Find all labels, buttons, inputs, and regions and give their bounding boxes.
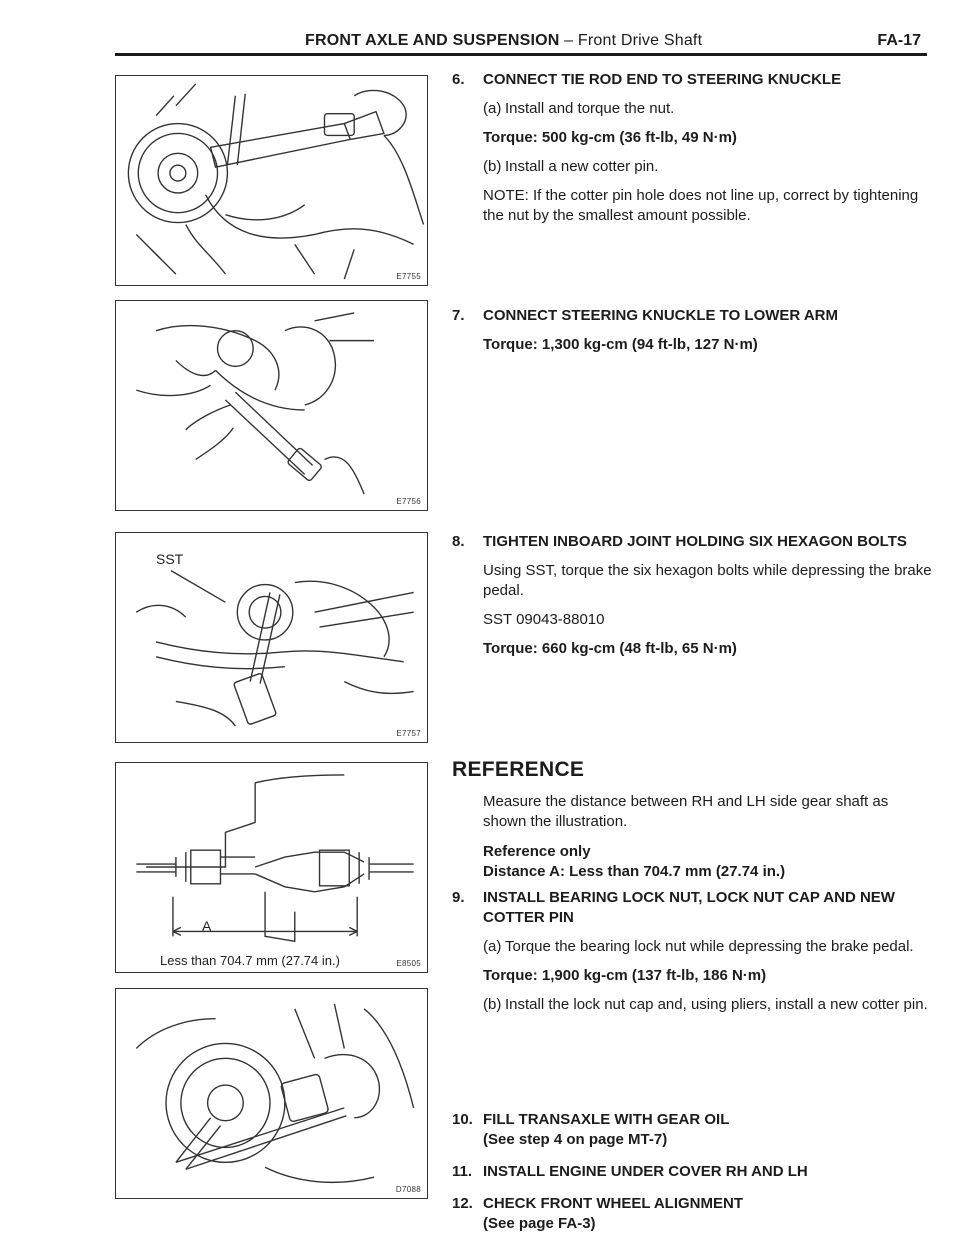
step-10 <box>452 1110 932 1150</box>
step-number: 10. <box>452 1111 473 1128</box>
step-text: Using SST, torque the six hexagon bolts while depressing the brake pedal. <box>483 562 932 599</box>
step-number: 8. <box>452 533 465 550</box>
step-reference: (See page FA-3) <box>483 1215 596 1232</box>
torque-spec: Torque: 660 kg-cm (48 ft-lb, 65 N·m) <box>483 640 737 657</box>
reference-section <box>452 792 932 882</box>
figure-inboard-joint-sst <box>115 532 428 743</box>
substep-a <box>483 99 932 119</box>
torque-spec: Torque: 500 kg-cm (36 ft-lb, 49 N·m) <box>483 129 737 146</box>
figure-code: D7088 <box>395 1185 421 1194</box>
step-8 <box>452 532 932 659</box>
step-title: TIGHTEN INBOARD JOINT HOLDING SIX HEXAGON BOLTS <box>483 533 907 550</box>
distance-a-label: A <box>202 918 212 934</box>
step-12 <box>452 1194 932 1234</box>
figure-code: E7756 <box>396 497 421 506</box>
substep-a <box>483 937 932 957</box>
step-9 <box>452 888 932 1015</box>
step-title: INSTALL BEARING LOCK NUT, LOCK NUT CAP AND NEW COTTER PIN <box>483 889 895 926</box>
step-number: 11. <box>452 1163 473 1180</box>
substep-tag: (b) <box>483 158 502 175</box>
step-heading <box>452 306 932 326</box>
step-heading <box>452 1194 932 1234</box>
step-heading <box>452 1162 932 1182</box>
step-title: INSTALL ENGINE UNDER COVER RH AND LH <box>483 1163 808 1180</box>
reference-text: Measure the distance between RH and LH side gear shaft as shown the illustration. <box>483 793 889 830</box>
illustration-wrench-on-hub <box>116 76 427 285</box>
figure-bearing-lock-nut <box>115 988 428 1199</box>
step-heading <box>452 532 932 552</box>
reference-title: REFERENCE <box>452 758 585 781</box>
illustration-lock-nut-torque <box>116 989 427 1198</box>
reference-distance: Distance A: Less than 704.7 mm (27.74 in.) <box>483 863 786 880</box>
step-heading <box>452 70 932 90</box>
step-11 <box>452 1162 932 1182</box>
substep-tag: (a) <box>483 938 502 955</box>
step-reference: (See step 4 on page MT-7) <box>483 1131 668 1148</box>
section-title: FRONT AXLE AND SUSPENSION – Front Drive Shaft <box>305 32 703 49</box>
step-number: 9. <box>452 889 465 906</box>
figure-shaft-distance <box>115 762 428 973</box>
step-title: CONNECT TIE ROD END TO STEERING KNUCKLE <box>483 71 842 88</box>
illustration-drive-shaft-distance <box>116 763 427 972</box>
step-heading <box>452 888 932 928</box>
section-subtitle: – Front Drive Shaft <box>559 32 703 49</box>
figure-code: E7755 <box>396 272 421 281</box>
substep-text: Install a new cotter pin. <box>505 158 659 175</box>
distance-caption: Less than 704.7 mm (27.74 in.) <box>160 953 340 968</box>
substep-tag: (b) <box>483 996 502 1013</box>
note-text: NOTE: If the cotter pin hole does not line up, correct by tightening the nut by the smallest amount possible. <box>483 187 919 224</box>
reference-only: Reference only <box>483 843 591 860</box>
torque-spec: Torque: 1,900 kg-cm (137 ft-lb, 186 N·m) <box>483 967 767 984</box>
sst-label: SST <box>156 551 184 567</box>
figure-code: E8505 <box>396 959 421 968</box>
substep-text: Torque the bearing lock nut while depressing the brake pedal. <box>505 938 914 955</box>
step-number: 12. <box>452 1195 473 1212</box>
figure-code: E7757 <box>396 729 421 738</box>
step-number: 7. <box>452 307 465 324</box>
torque-spec: Torque: 1,300 kg-cm (94 ft-lb, 127 N·m) <box>483 336 758 353</box>
illustration-knuckle-lower-arm <box>116 301 427 510</box>
substep-b <box>483 995 932 1015</box>
substep-text: Install the lock nut cap and, using pliers, install a new cotter pin. <box>505 996 928 1013</box>
substep-text: Install and torque the nut. <box>505 100 675 117</box>
substep-b <box>483 157 932 177</box>
sst-number: SST 09043-88010 <box>483 611 605 628</box>
step-title: FILL TRANSAXLE WITH GEAR OIL <box>483 1111 730 1128</box>
step-heading <box>452 1110 932 1150</box>
figure-tie-rod-torque <box>115 75 428 286</box>
substep-tag: (a) <box>483 100 502 117</box>
step-6 <box>452 70 932 226</box>
figure-lower-arm-torque <box>115 300 428 511</box>
step-title: CONNECT STEERING KNUCKLE TO LOWER ARM <box>483 307 838 324</box>
page-header <box>115 30 927 56</box>
step-7 <box>452 306 932 355</box>
step-number: 6. <box>452 71 465 88</box>
page-number: FA-17 <box>877 32 921 49</box>
step-title: CHECK FRONT WHEEL ALIGNMENT <box>483 1195 743 1212</box>
